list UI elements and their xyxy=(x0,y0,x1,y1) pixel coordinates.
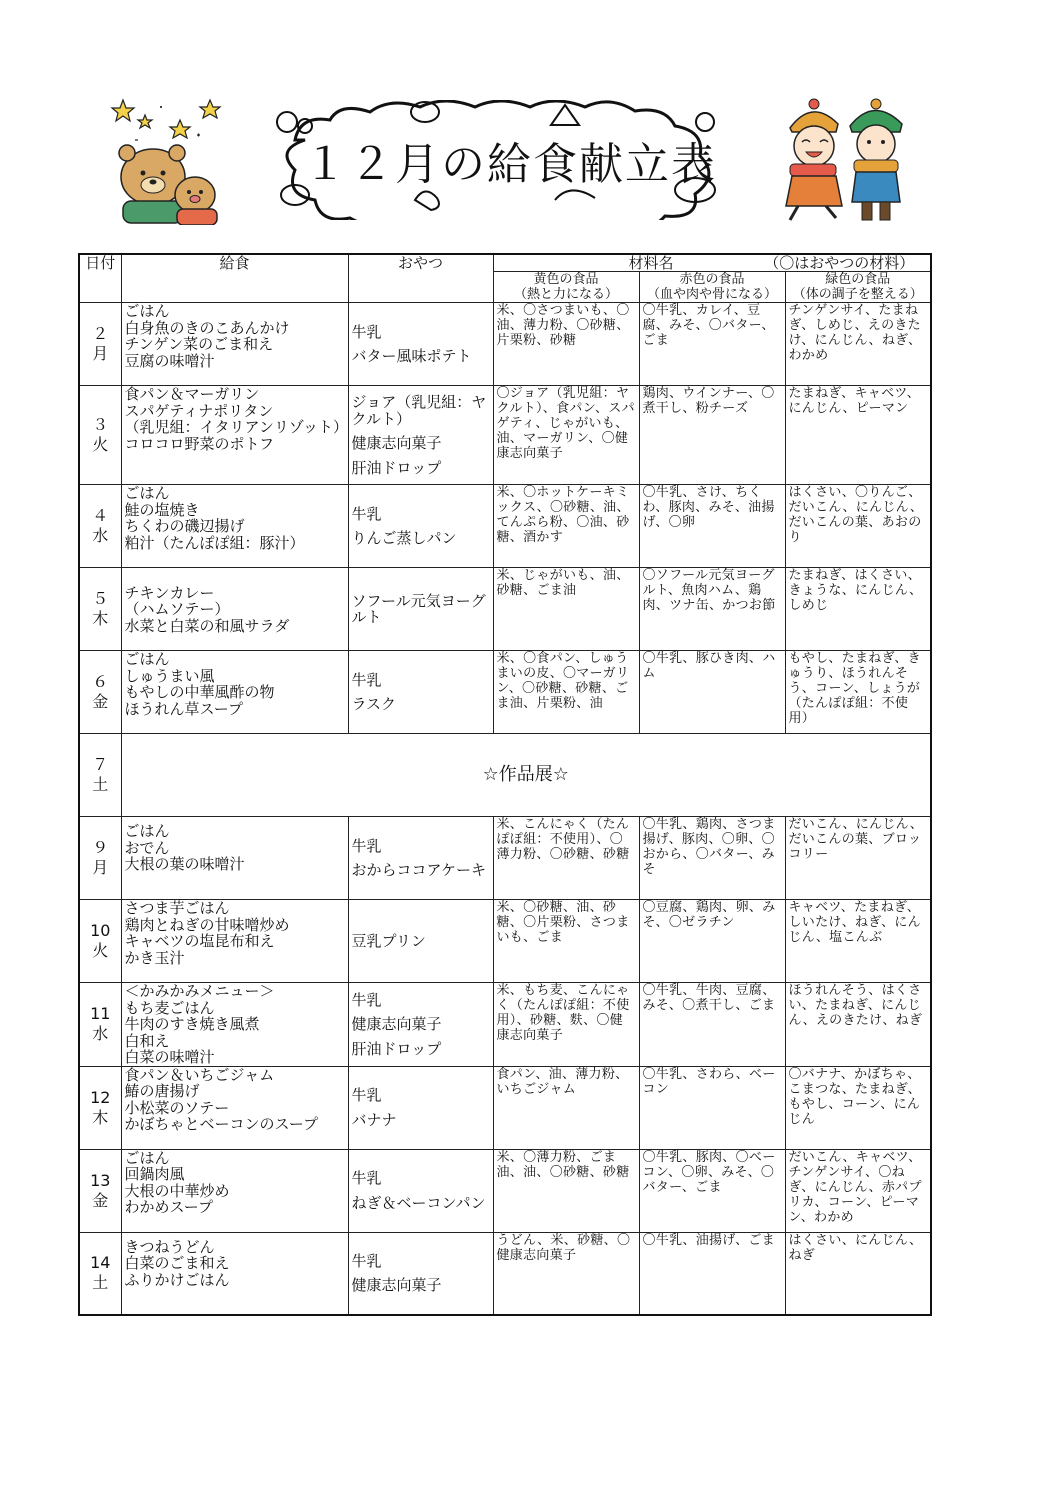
table-row xyxy=(79,1149,931,1232)
lunch-header: 給食 xyxy=(121,254,348,303)
bears-with-stars-illustration xyxy=(105,95,235,225)
weekday: 木 xyxy=(92,1107,109,1127)
lunch-dish: ごはん xyxy=(124,484,170,502)
green-foods: はくさい、にんじん、ねぎ xyxy=(785,1232,931,1315)
day-number: ５ xyxy=(92,589,109,608)
date-cell xyxy=(79,651,121,734)
snack-header: おやつ xyxy=(348,254,493,303)
yellow-foods: 米、〇ホットケーキミックス、〇砂糖、油、てんぷら粉、〇油、砂糖、酒かす xyxy=(493,485,639,568)
lunch-dish: さつま芋ごはん xyxy=(124,899,230,917)
lunch-dish: わかめスープ xyxy=(124,1198,214,1216)
menu-table xyxy=(78,253,932,1316)
red-foods: 〇豆腐、鶏肉、卵、みそ、〇ゼラチン xyxy=(639,900,785,983)
red-foods: 〇牛乳、豚肉、〇ベーコン、〇卵、みそ、〇バター、ごま xyxy=(639,1149,785,1232)
lunch-cell xyxy=(121,1232,348,1315)
yellow-foods: 米、じゃがいも、油、砂糖、ごま油 xyxy=(493,568,639,651)
lunch-cell xyxy=(121,1066,348,1149)
snack-item: 牛乳 xyxy=(351,504,382,523)
snack-item: 牛乳 xyxy=(351,836,382,855)
day-number: 13 xyxy=(90,1170,111,1190)
green-subheader: （体の調子を整える） xyxy=(785,287,931,303)
lunch-dish: 白菜の味噌汁 xyxy=(124,1048,215,1066)
day-number: 11 xyxy=(90,1004,111,1024)
snack-cell xyxy=(348,900,493,983)
date-cell xyxy=(79,485,121,568)
lunch-dish: 牛肉のすき焼き風煮 xyxy=(124,1015,260,1033)
page-header xyxy=(0,0,1058,240)
lunch-dish: （ハムソテー） xyxy=(124,600,230,618)
yellow-foods: 食パン、油、薄力粉、いちごジャム xyxy=(493,1066,639,1149)
day-number: 12 xyxy=(90,1087,111,1107)
lunch-dish: 白和え xyxy=(124,1031,170,1050)
red-foods: 〇牛乳、カレイ、豆腐、みそ、〇バター、ごま xyxy=(639,303,785,386)
lunch-dish: 小松菜のソテー xyxy=(124,1098,230,1117)
weekday: 火 xyxy=(92,435,109,454)
green-foods: チンゲンサイ、たまねぎ、しめじ、えのきたけ、にんじん、ねぎ、わかめ xyxy=(785,303,931,386)
lunch-dish: 鶏肉とねぎの甘味噌炒め xyxy=(124,915,290,934)
red-foods: 鶏肉、ウインナー、〇煮干し、粉チーズ xyxy=(639,386,785,485)
snack-item: 牛乳 xyxy=(351,1086,382,1104)
date-cell xyxy=(79,1232,121,1315)
date-cell xyxy=(79,1066,121,1149)
green-foods: 〇バナナ、かぼちゃ、こまつな、たまねぎ、もやし、コーン、にんじん xyxy=(785,1066,931,1149)
snack-item: ジョア（乳児組：ヤクルト） xyxy=(351,393,487,428)
lunch-cell xyxy=(121,817,348,900)
weekday: 月 xyxy=(92,344,109,363)
lunch-dish: かぼちゃとベーコンのスープ xyxy=(124,1115,319,1133)
red-foods: 〇牛乳、さけ、ちくわ、豚肉、みそ、油揚げ、〇卵 xyxy=(639,485,785,568)
green-header: 緑色の食品 xyxy=(785,272,931,288)
snack-item: 肝油ドロップ xyxy=(351,1039,442,1058)
snack-cell xyxy=(348,1149,493,1232)
snack-cell xyxy=(348,386,493,485)
lunch-dish: 白菜のごま和え xyxy=(124,1254,230,1272)
green-foods: たまねぎ、キャベツ、にんじん、ピーマン xyxy=(785,386,931,485)
day-number: ９ xyxy=(92,838,109,857)
date-cell xyxy=(79,817,121,900)
day-number: ７ xyxy=(92,755,109,774)
yellow-foods: 米、もち麦、こんにゃく（たんぽぽ組：不使用）、砂糖、麩、〇健康志向菓子 xyxy=(493,983,639,1067)
yellow-foods: 米、〇砂糖、油、砂糖、〇片栗粉、さつまいも、ごま xyxy=(493,900,639,983)
table-row xyxy=(79,386,931,485)
snack-item: 牛乳 xyxy=(351,990,382,1009)
red-foods: 〇牛乳、牛肉、豆腐、みそ、〇煮干し、ごま xyxy=(639,983,785,1067)
lunch-dish: 白身魚のきのこあんかけ xyxy=(124,318,290,337)
date-cell xyxy=(79,303,121,386)
lunch-dish: ＜かみかみメニュー＞ xyxy=(124,982,275,1000)
lunch-cell xyxy=(121,485,348,568)
weekday: 木 xyxy=(92,609,109,628)
green-foods: はくさい、〇りんご、だいこん、にんじん、だいこんの葉、あおのり xyxy=(785,485,931,568)
green-foods: だいこん、にんじん、だいこんの葉、ブロッコリー xyxy=(785,817,931,900)
table-row xyxy=(79,900,931,983)
lunch-dish: ごはん xyxy=(124,822,170,840)
green-foods: もやし、たまねぎ、きゅうり、ほうれんそう、コーン、しょうが（たんぽぽ組：不使用） xyxy=(785,651,931,734)
lunch-dish: もち麦ごはん xyxy=(124,998,215,1017)
yellow-foods: 米、こんにゃく（たんぽぽ組：不使用）、〇薄力粉、〇砂糖、砂糖 xyxy=(493,817,639,900)
lunch-dish: チキンカレー xyxy=(124,583,215,602)
lunch-dish: きつねうどん xyxy=(124,1237,215,1256)
snack-item: 牛乳 xyxy=(351,670,382,689)
snack-item: 健康志向菓子 xyxy=(351,1276,442,1295)
lunch-cell xyxy=(121,1149,348,1232)
lunch-dish: ごはん xyxy=(124,650,170,668)
snack-item: 健康志向菓子 xyxy=(351,1015,442,1033)
date-cell xyxy=(79,983,121,1067)
weekday: 土 xyxy=(92,775,109,794)
day-number: ３ xyxy=(92,415,109,434)
table-row xyxy=(79,817,931,900)
yellow-foods: 米、〇食パン、しゅうまいの皮、〇マーガリン、〇砂糖、砂糖、ごま油、片栗粉、油 xyxy=(493,651,639,734)
green-foods: キャベツ、たまねぎ、しいたけ、ねぎ、にんじん、塩こんぶ xyxy=(785,900,931,983)
snack-item: バター風味ポテト xyxy=(351,347,472,365)
day-number: ４ xyxy=(92,506,109,525)
red-subheader: （血や肉や骨になる） xyxy=(639,287,785,303)
snack-item: バナナ xyxy=(351,1110,397,1129)
lunch-dish: かき玉汁 xyxy=(124,948,185,967)
day-number: ２ xyxy=(92,324,109,343)
table-row xyxy=(79,1066,931,1149)
lunch-dish: 鰆の唐揚げ xyxy=(124,1082,200,1100)
lunch-cell xyxy=(121,900,348,983)
green-foods: たまねぎ、はくさい、きょうな、にんじん、しめじ xyxy=(785,568,931,651)
yellow-foods: 米、〇さつまいも、〇油、薄力粉、〇砂糖、片栗粉、砂糖 xyxy=(493,303,639,386)
snack-item: りんご蒸しパン xyxy=(351,529,457,547)
snack-cell xyxy=(348,817,493,900)
lunch-dish: ほうれん草スープ xyxy=(124,699,244,718)
red-foods: 〇牛乳、豚ひき肉、ハム xyxy=(639,651,785,734)
materials-header: 材料名 xyxy=(628,254,674,272)
lunch-dish: スパゲティナポリタン xyxy=(124,401,274,420)
snack-item: 豆乳プリン xyxy=(351,931,426,950)
lunch-dish: （乳児組：イタリアンリゾット） xyxy=(124,418,349,436)
lunch-cell xyxy=(121,651,348,734)
date-cell xyxy=(79,734,121,817)
snack-item: 健康志向菓子 xyxy=(351,434,442,452)
yellow-subheader: （熱と力になる） xyxy=(493,287,639,303)
snack-cell xyxy=(348,303,493,386)
date-header: 日付 xyxy=(79,254,121,303)
lunch-dish: 鮭の塩焼き xyxy=(124,500,200,519)
red-foods: 〇牛乳、鶏肉、さつま揚げ、豚肉、〇卵、〇おから、〇バター、みそ xyxy=(639,817,785,900)
weekday: 火 xyxy=(92,941,109,960)
lunch-dish: おでん xyxy=(124,838,170,857)
snack-cell xyxy=(348,485,493,568)
lunch-dish: もやしの中華風酢の物 xyxy=(124,683,275,701)
green-foods: ほうれんそう、はくさい、たまねぎ、にんじん、えのきたけ、ねぎ xyxy=(785,983,931,1067)
day-number: 14 xyxy=(90,1253,111,1273)
snack-item: ねぎ＆ベーコンパン xyxy=(351,1193,486,1212)
green-foods: だいこん、キャベツ、チンゲンサイ、〇ねぎ、にんじん、赤パプリカ、コーン、ピーマン、わかめ xyxy=(785,1149,931,1232)
red-foods: 〇牛乳、さわら、ベーコン xyxy=(639,1066,785,1149)
lunch-dish: キャベツの塩昆布和え xyxy=(124,932,275,950)
lunch-dish: ちくわの磯辺揚げ xyxy=(124,517,245,535)
date-cell xyxy=(79,386,121,485)
lunch-cell xyxy=(121,568,348,651)
snack-cell xyxy=(348,1066,493,1149)
yellow-header: 黄色の食品 xyxy=(493,272,639,288)
lunch-dish: 大根の中華炒め xyxy=(124,1181,230,1200)
table-row xyxy=(79,651,931,734)
lunch-dish: 水菜と白菜の和風サラダ xyxy=(124,616,290,635)
page-title: １２月の給食献立表 xyxy=(303,139,717,190)
weekday: 金 xyxy=(92,692,109,711)
red-foods: 〇牛乳、油揚げ、ごま xyxy=(639,1232,785,1315)
lunch-cell xyxy=(121,303,348,386)
snack-item: 肝油ドロップ xyxy=(351,458,442,477)
red-foods: 〇ソフール元気ヨーグルト、魚肉ハム、鶏肉、ツナ缶、かつお節 xyxy=(639,568,785,651)
lunch-dish: 食パン＆マーガリン xyxy=(124,385,260,403)
weekday: 水 xyxy=(92,526,109,545)
snack-item: おからココアケーキ xyxy=(351,861,487,879)
lunch-dish: ごはん xyxy=(124,302,170,320)
lunch-dish: チンゲン菜のごま和え xyxy=(124,335,274,353)
lunch-dish: ふりかけごはん xyxy=(124,1270,230,1289)
event-label: ☆作品展☆ xyxy=(121,734,931,817)
lunch-dish: 回鍋肉風 xyxy=(124,1165,185,1183)
red-header: 赤色の食品 xyxy=(639,272,785,288)
day-number: ６ xyxy=(92,672,109,691)
snack-cell xyxy=(348,651,493,734)
date-cell xyxy=(79,568,121,651)
snack-item: ラスク xyxy=(351,695,397,713)
snack-cell xyxy=(348,568,493,651)
lunch-dish: コロコロ野菜のポトフ xyxy=(124,434,275,453)
day-number: 10 xyxy=(90,921,111,940)
table-row xyxy=(79,734,931,817)
yellow-foods: 米、〇薄力粉、ごま油、油、〇砂糖、砂糖 xyxy=(493,1149,639,1232)
table-row xyxy=(79,568,931,651)
snack-cell xyxy=(348,1232,493,1315)
weekday: 月 xyxy=(92,858,109,877)
lunch-dish: 大根の葉の味噌汁 xyxy=(124,855,245,873)
date-cell xyxy=(79,1149,121,1232)
table-row xyxy=(79,983,931,1067)
lunch-cell xyxy=(121,983,348,1067)
weekday: 土 xyxy=(92,1273,109,1293)
snack-cell xyxy=(348,983,493,1067)
snack-item: 牛乳 xyxy=(351,1251,382,1270)
snack-item: 牛乳 xyxy=(351,1169,382,1187)
table-row xyxy=(79,1232,931,1315)
date-cell xyxy=(79,900,121,983)
weekday: 金 xyxy=(92,1190,109,1210)
lunch-dish: しゅうまい風 xyxy=(124,666,215,685)
lunch-dish: 粕汁（たんぽぽ組：豚汁） xyxy=(124,533,305,552)
lunch-cell xyxy=(121,386,348,485)
lunch-dish: 豆腐の味噌汁 xyxy=(124,351,215,370)
lunch-dish: ごはん xyxy=(124,1148,170,1167)
lunch-dish: 食パン＆いちごジャム xyxy=(124,1065,275,1084)
yellow-foods: 〇ジョア（乳児組：ヤクルト）、食パン、スパゲティ、じゃがいも、油、マーガリン、〇健康志向菓子 xyxy=(493,386,639,485)
materials-note: （〇はおやつの材料） xyxy=(764,254,915,272)
weekday: 水 xyxy=(92,1024,109,1044)
table-row xyxy=(79,485,931,568)
snack-item: 牛乳 xyxy=(351,322,382,341)
yellow-foods: うどん、米、砂糖、〇健康志向菓子 xyxy=(493,1232,639,1315)
children-in-winter-illustration xyxy=(770,98,920,223)
table-row xyxy=(79,303,931,386)
menu-rows xyxy=(79,303,931,1316)
lunch-dish xyxy=(125,568,345,585)
snack-item: ソフール元気ヨーグルト xyxy=(351,591,486,626)
